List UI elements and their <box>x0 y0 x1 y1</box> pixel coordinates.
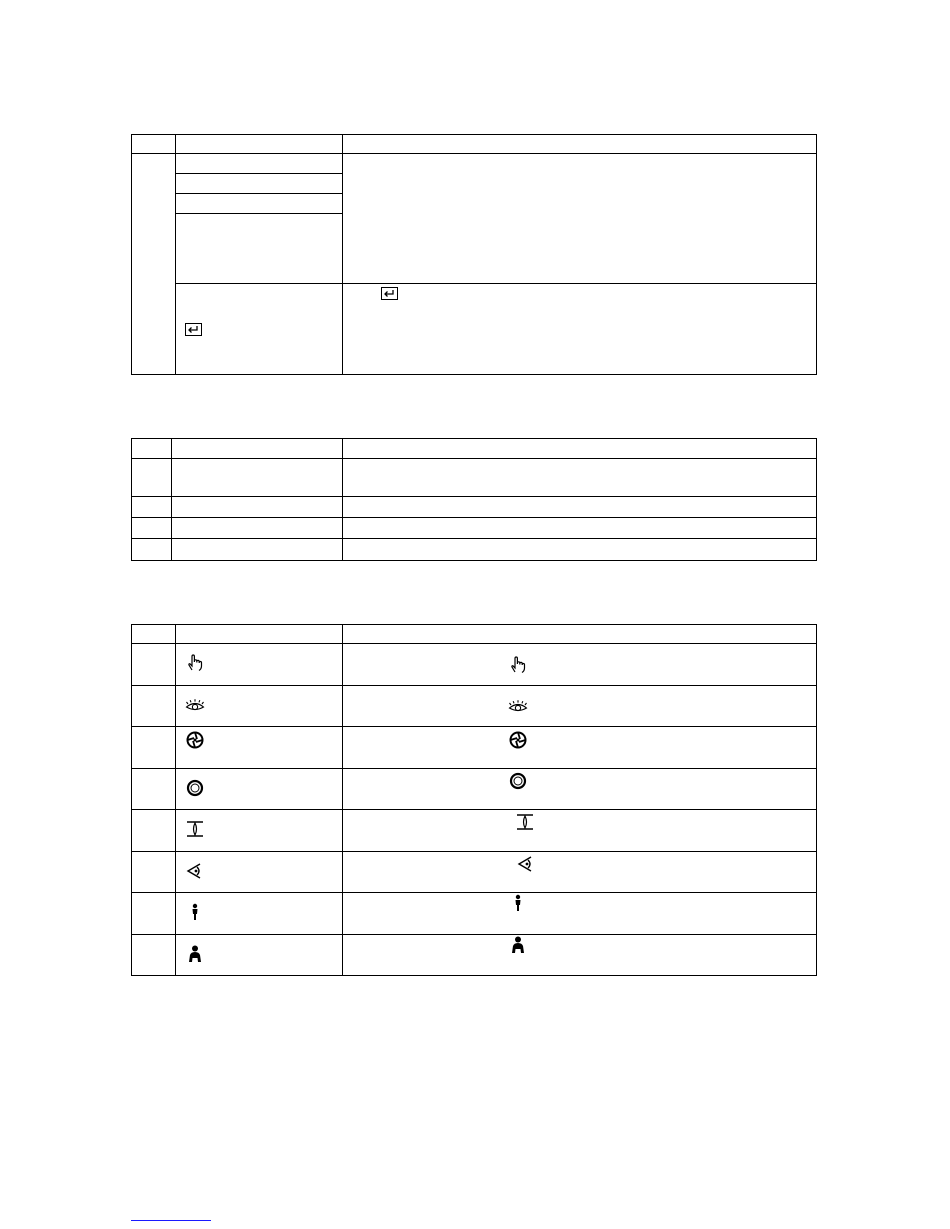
aperture-icon <box>508 730 528 750</box>
list-item <box>176 174 342 194</box>
lens-bracket-icon <box>185 819 205 839</box>
table-cell <box>132 459 172 497</box>
eye-lashes-icon <box>508 696 528 716</box>
table-row <box>132 727 817 769</box>
hand-pointer-icon <box>508 655 528 675</box>
return-key-icon <box>185 323 202 336</box>
table-header-row <box>132 135 817 154</box>
aperture-icon <box>185 730 205 750</box>
list-item <box>176 194 342 214</box>
table-header-row <box>132 625 817 644</box>
table-cell <box>132 497 172 518</box>
header-cell <box>132 439 172 459</box>
header-cell <box>172 439 343 459</box>
option-list-cell <box>176 154 343 284</box>
lens-bracket-icon <box>515 812 535 832</box>
option-list <box>176 154 342 283</box>
table-row <box>132 459 817 497</box>
header-cell <box>132 135 176 154</box>
description-cell <box>343 154 817 284</box>
list-item <box>176 154 342 174</box>
eye-side-icon <box>185 861 205 881</box>
table-cell <box>343 518 817 539</box>
symbol-cell <box>176 810 343 852</box>
table-cell <box>132 644 176 686</box>
table-row <box>132 935 817 976</box>
table-cell <box>172 459 343 497</box>
table-row <box>132 893 817 935</box>
table-header-row <box>132 439 817 459</box>
header-cell <box>176 625 343 644</box>
table-row <box>132 154 817 284</box>
table-row <box>132 539 817 561</box>
symbol-cell <box>176 893 343 935</box>
table-1 <box>131 134 817 375</box>
person-small-icon <box>185 902 205 922</box>
symbol-description-cell <box>343 686 817 727</box>
table-cell <box>172 497 343 518</box>
ring-icon <box>185 778 205 798</box>
symbol-cell <box>176 769 343 810</box>
person-large-icon <box>508 935 528 955</box>
table-row <box>132 852 817 893</box>
table-row <box>132 284 817 375</box>
list-item <box>176 214 342 284</box>
eye-side-icon <box>516 854 536 874</box>
table-3 <box>131 624 817 976</box>
header-cell <box>343 135 817 154</box>
person-large-icon <box>185 944 205 964</box>
table-cell <box>132 810 176 852</box>
table-cell <box>132 852 176 893</box>
ring-icon <box>508 771 528 791</box>
symbol-description-cell <box>343 893 817 935</box>
table-cell <box>132 518 172 539</box>
table-2 <box>131 438 817 561</box>
header-cell <box>176 135 343 154</box>
table-cell <box>132 935 176 976</box>
symbol-cell <box>176 852 343 893</box>
symbol-description-cell <box>343 644 817 686</box>
table-row <box>132 686 817 727</box>
table-cell <box>132 769 176 810</box>
symbol-cell <box>176 686 343 727</box>
header-cell <box>343 625 817 644</box>
return-key-icon <box>381 287 398 300</box>
symbol-description-cell <box>343 769 817 810</box>
table-row <box>132 810 817 852</box>
table-cell <box>132 539 172 561</box>
symbol-cell <box>176 644 343 686</box>
table-cell <box>132 686 176 727</box>
symbol-description-cell <box>343 852 817 893</box>
table-cell <box>172 518 343 539</box>
row-number-cell <box>132 154 176 375</box>
table-row <box>132 644 817 686</box>
eye-lashes-icon <box>185 695 205 715</box>
table-cell <box>132 893 176 935</box>
symbol-cell <box>176 727 343 769</box>
symbol-cell <box>176 935 343 976</box>
return-key-cell <box>176 284 343 375</box>
table-cell <box>343 497 817 518</box>
footer-link-underline[interactable] <box>131 1220 211 1221</box>
table-row <box>132 518 817 539</box>
table-cell <box>172 539 343 561</box>
table-cell <box>343 539 817 561</box>
header-cell <box>343 439 817 459</box>
table-cell <box>343 459 817 497</box>
table-row <box>132 769 817 810</box>
person-small-icon <box>508 893 528 913</box>
hand-pointer-icon <box>185 653 205 673</box>
symbol-description-cell <box>343 935 817 976</box>
header-cell <box>132 625 176 644</box>
table-row <box>132 497 817 518</box>
symbol-description-cell <box>343 727 817 769</box>
symbol-description-cell <box>343 810 817 852</box>
table-cell <box>132 727 176 769</box>
return-description-cell <box>343 284 817 375</box>
